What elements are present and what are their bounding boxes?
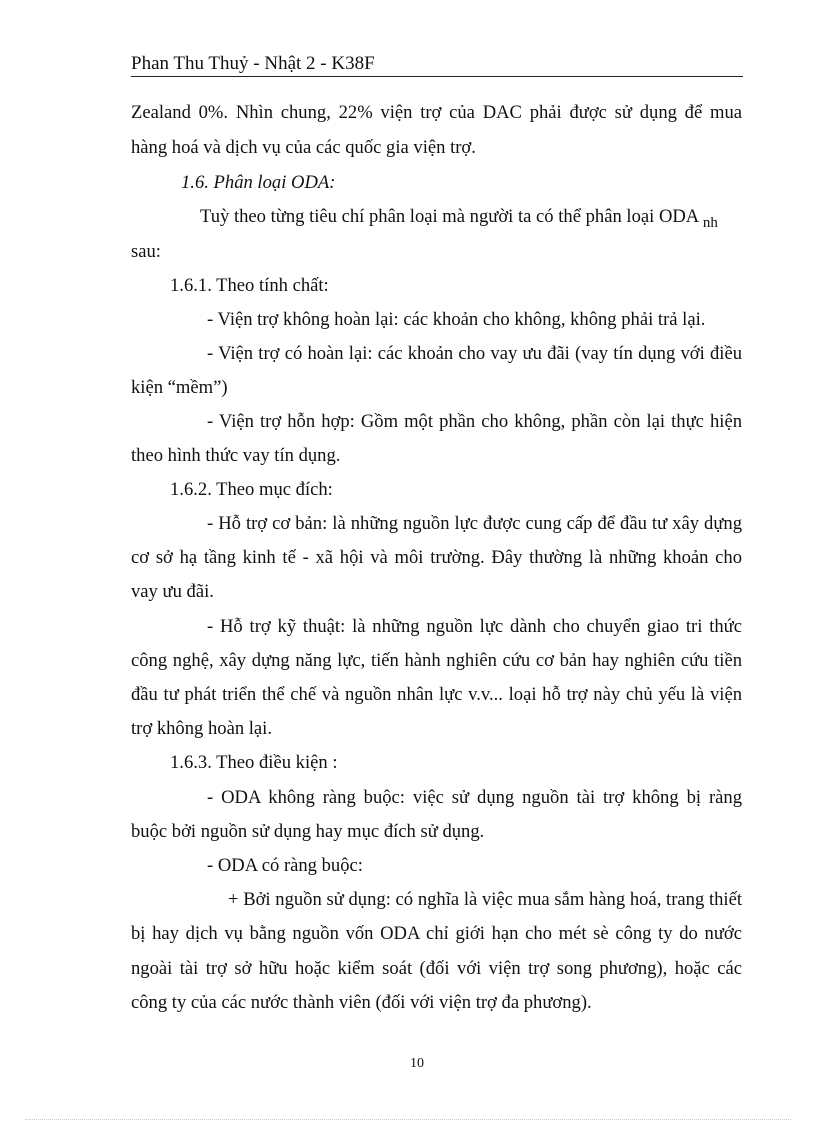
body-line: - Viện trợ có hoàn lại: các khoản cho vay ưu đãi (vay tín dụng với điều (207, 343, 742, 364)
header-rule (131, 76, 743, 77)
page-number: 10 (410, 1056, 424, 1071)
body-line: cơ sở hạ tầng kinh tế - xã hội và môi trường. Đây thường là những khoản cho (131, 547, 742, 568)
subsection-heading: 1.6.3. Theo điều kiện : (170, 752, 338, 773)
body-line: - Viện trợ hỗn hợp: Gồm một phần cho không, phần còn lại thực hiện (207, 411, 742, 432)
body-line: ngoài tài trợ sở hữu hoặc kiểm soát (đối với viện trợ song phương), hoặc các (131, 958, 742, 979)
body-line: trợ không hoàn lại. (131, 718, 272, 739)
body-line: - ODA không ràng buộc: việc sử dụng nguồn tài trợ không bị ràng (207, 787, 742, 808)
body-line: - ODA có ràng buộc: (207, 855, 363, 876)
body-line: kiện “mềm”) (131, 377, 228, 398)
body-line: đầu tư phát triển thể chế và nguồn nhân lực v.v... loại hỗ trợ này chủ yếu là viện (131, 684, 742, 705)
body-line: buộc bởi nguồn sử dụng hay mục đích sử dụng. (131, 821, 485, 842)
body-line-fragment: nh (702, 215, 718, 231)
section-heading: 1.6. Phân loại ODA: (181, 172, 336, 193)
body-line: vay ưu đãi. (131, 581, 214, 602)
body-line: sau: (131, 241, 161, 262)
page-header: Phan Thu Thuỷ - Nhật 2 - K38F (131, 53, 375, 74)
subsection-heading: 1.6.1. Theo tính chất: (170, 275, 329, 296)
body-line: - Hỗ trợ cơ bản: là những nguồn lực được cung cấp để đầu tư xây dựng (207, 513, 742, 534)
body-line: theo hình thức vay tín dụng. (131, 445, 341, 466)
body-line (200, 205, 718, 230)
subsection-heading: 1.6.2. Theo mục đích: (170, 479, 333, 500)
body-line: công ty của các nước thành viên (đối với viện trợ đa phương). (131, 992, 592, 1013)
body-line: - Viện trợ không hoàn lại: các khoản cho không, không phải trả lại. (207, 309, 706, 330)
body-line: hàng hoá và dịch vụ của các quốc gia viện trợ. (131, 137, 476, 158)
body-line: - Hỗ trợ kỹ thuật: là những nguồn lực dành cho chuyển giao tri thức (207, 616, 742, 637)
page-boundary (25, 1119, 791, 1120)
body-line: công nghệ, xây dựng năng lực, tiến hành nghiên cứu cơ bản hay nghiên cứu tiền (131, 650, 742, 671)
body-line-text: Tuỳ theo từng tiêu chí phân loại mà người ta có thể phân loại ODA (200, 206, 699, 227)
body-line: + Bởi nguồn sử dụng: có nghĩa là việc mua sắm hàng hoá, trang thiết (228, 889, 742, 910)
body-line: Zealand 0%. Nhìn chung, 22% viện trợ của DAC phải được sử dụng để mua (131, 102, 742, 123)
body-line: bị hay dịch vụ bằng nguồn vốn ODA chỉ giới hạn cho mét sè công ty do nước (131, 923, 742, 944)
